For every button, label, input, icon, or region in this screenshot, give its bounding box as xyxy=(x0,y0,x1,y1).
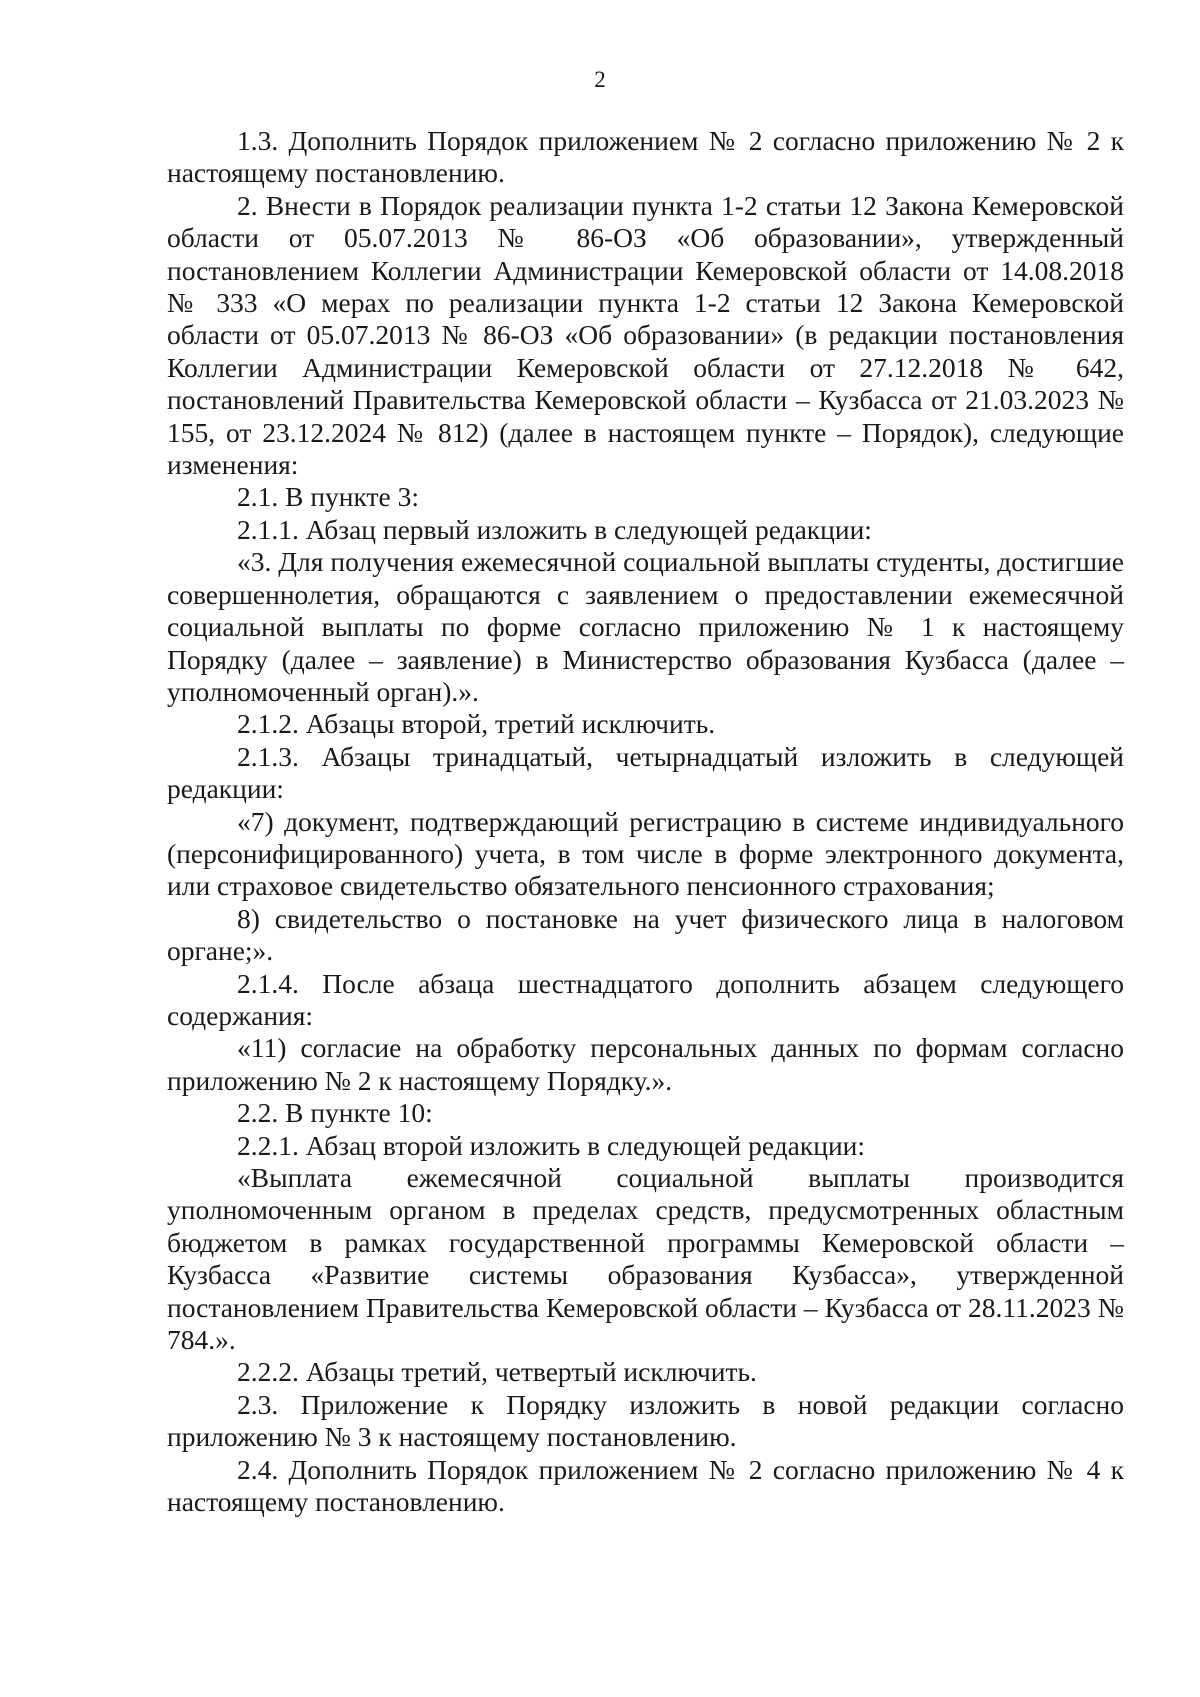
paragraph-2-2-2: 2.2.2. Абзацы третий, четвертый исключить. xyxy=(237,1356,757,1388)
page-number: 2 xyxy=(594,67,606,92)
paragraph-2-1-3: 2.1.3. Абзацы тринадцатый, четырнадцатый изложить в следующей редакции: xyxy=(167,740,1124,805)
paragraph-2-1-2: 2.1.2. Абзацы второй, третий исключить. xyxy=(237,708,716,740)
quote-item-8: 8) свидетельство о постановке на учет физического лица в налоговом органе;». xyxy=(167,902,1124,967)
quote-item-11: «11) согласие на обработку персональных данных по формам согласно приложению № 2 к настоящему Порядку.». xyxy=(167,1032,1124,1096)
paragraph-2-1-1: 2.1.1. Абзац первый изложить в следующей редакции: xyxy=(237,513,872,545)
paragraph-2-4: 2.4. Дополнить Порядок приложением № 2 согласно приложению № 4 к настоящему постановлению. xyxy=(167,1453,1124,1518)
quote-point-3: «3. Для получения ежемесячной социальной выплаты студенты, достигшие совершеннолетия, обращаются с заявлением о предоставлении ежемесячной социальной выплаты по форме согласно приложению № 1 к настоящему Порядку (далее – заявление) в Министерство образования Кузбасса (далее – уполномоченный орган).». xyxy=(167,546,1124,707)
paragraph-1-3: 1.3. Дополнить Порядок приложением № 2 согласно приложению № 2 к настоящему постановлению. xyxy=(167,125,1124,189)
document-body xyxy=(167,125,1124,1518)
quote-item-7: «7) документ, подтверждающий регистрацию в системе индивидуального (персонифицированного) учета, в том числе в форме электронного документа, или страховое свидетельство обязательного пенсионного страхования; xyxy=(167,805,1124,902)
paragraph-2-2-1: 2.2.1. Абзац второй изложить в следующей редакции: xyxy=(237,1129,866,1161)
paragraph-2-2: 2.2. В пункте 10: xyxy=(237,1097,433,1129)
paragraph-2: 2. Внести в Порядок реализации пункта 1-2 статьи 12 Закона Кемеровской области от 05.07.2013 № 86-ОЗ «Об образовании», утвержденный постановлением Коллегии Администрации Кемеровской области от 14.08.2018 № 333 «О мерах по реализации пункта 1-2 статьи 12 Закона Кемеровской области от 05.07.2013 № 86-ОЗ «Об образовании» (в редакции постановления Коллегии Администрации Кемеровской области от 27.12.2018 № 642, постановлений Правительства Кемеровской области – Кузбасса от 21.03.2023 № 155, от 23.12.2024 № 812) (далее в настоящем пункте – Порядок), следующие изменения: xyxy=(167,189,1124,481)
paragraph-2-1: 2.1. В пункте 3: xyxy=(237,481,420,513)
quote-payment: «Выплата ежемесячной социальной выплаты производится уполномоченным органом в пределах средств, предусмотренных областным бюджетом в рамках государственной программы Кемеровской области – Кузбасса «Развитие системы образования Кузбасса», утвержденной постановлением Правительства Кемеровской области – Кузбасса от 28.11.2023 № 784.». xyxy=(167,1162,1124,1356)
paragraph-2-1-4: 2.1.4. После абзаца шестнадцатого дополнить абзацем следующего содержания: xyxy=(167,967,1124,1031)
paragraph-2-3: 2.3. Приложение к Порядку изложить в новой редакции согласно приложению № 3 к настоящему постановлению. xyxy=(167,1388,1124,1453)
